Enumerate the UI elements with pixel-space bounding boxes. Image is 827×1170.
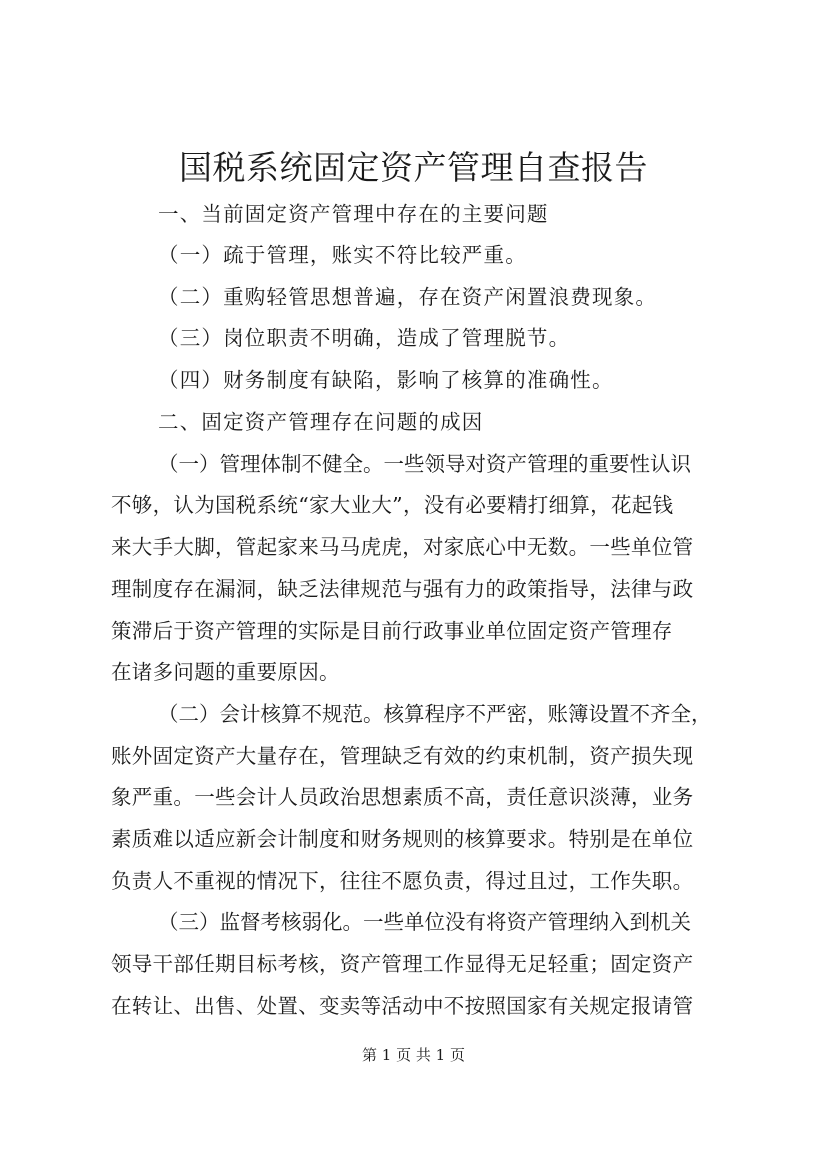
issue-item-2: （二）重购轻管思想普遍，存在资产闲置浪费现象。	[158, 285, 658, 309]
paragraph-line: 领导干部任期目标考核，资产管理工作显得无足轻重；固定资产	[111, 952, 694, 976]
paragraph-line: 在诸多问题的重要原因。	[111, 660, 340, 684]
document-title: 国税系统固定资产管理自查报告	[179, 148, 648, 187]
paragraph-line: 素质难以适应新会计制度和财务规则的核算要求。特别是在单位	[111, 827, 694, 851]
paragraph-line: 理制度存在漏洞，缺乏法律规范与强有力的政策指导，法律与政	[111, 577, 694, 601]
section-heading-1: 一、当前固定资产管理中存在的主要问题	[158, 202, 549, 226]
paragraph-line: （三）监督考核弱化。一些单位没有将资产管理纳入到机关	[158, 910, 691, 934]
issue-item-3: （三）岗位职责不明确，造成了管理脱节。	[158, 326, 571, 350]
paragraph-line: 不够，认为国税系统“家大业大”，没有必要精打细算，花起钱	[111, 493, 674, 517]
paragraph-line: 在转让、出售、处置、变卖等活动中不按照国家有关规定报请管	[111, 994, 694, 1018]
paragraph-line: 账外固定资产大量存在，管理缺乏有效的约束机制，资产损失现	[111, 744, 694, 768]
paragraph-line: （一）管理体制不健全。一些领导对资产管理的重要性认识	[158, 452, 691, 476]
paragraph-line: （二）会计核算不规范。核算程序不严密，账簿设置不齐全，	[158, 702, 712, 726]
paragraph-line: 负责人不重视的情况下，往往不愿负责，得过且过，工作失职。	[111, 869, 694, 893]
issue-item-1: （一）疏于管理，账实不符比较严重。	[158, 243, 527, 267]
paragraph-line: 象严重。一些会计人员政治思想素质不高，责任意识淡薄，业务	[111, 785, 694, 809]
section-heading-2: 二、固定资产管理存在问题的成因	[158, 410, 484, 434]
page-number: 第 1 页 共 1 页	[362, 1046, 465, 1064]
paragraph-line: 策滞后于资产管理的实际是目前行政事业单位固定资产管理存	[111, 619, 673, 643]
issue-item-4: （四）财务制度有缺陷，影响了核算的准确性。	[158, 368, 614, 392]
paragraph-line: 来大手大脚，管起家来马马虎虎，对家底心中无数。一些单位管	[111, 535, 694, 559]
